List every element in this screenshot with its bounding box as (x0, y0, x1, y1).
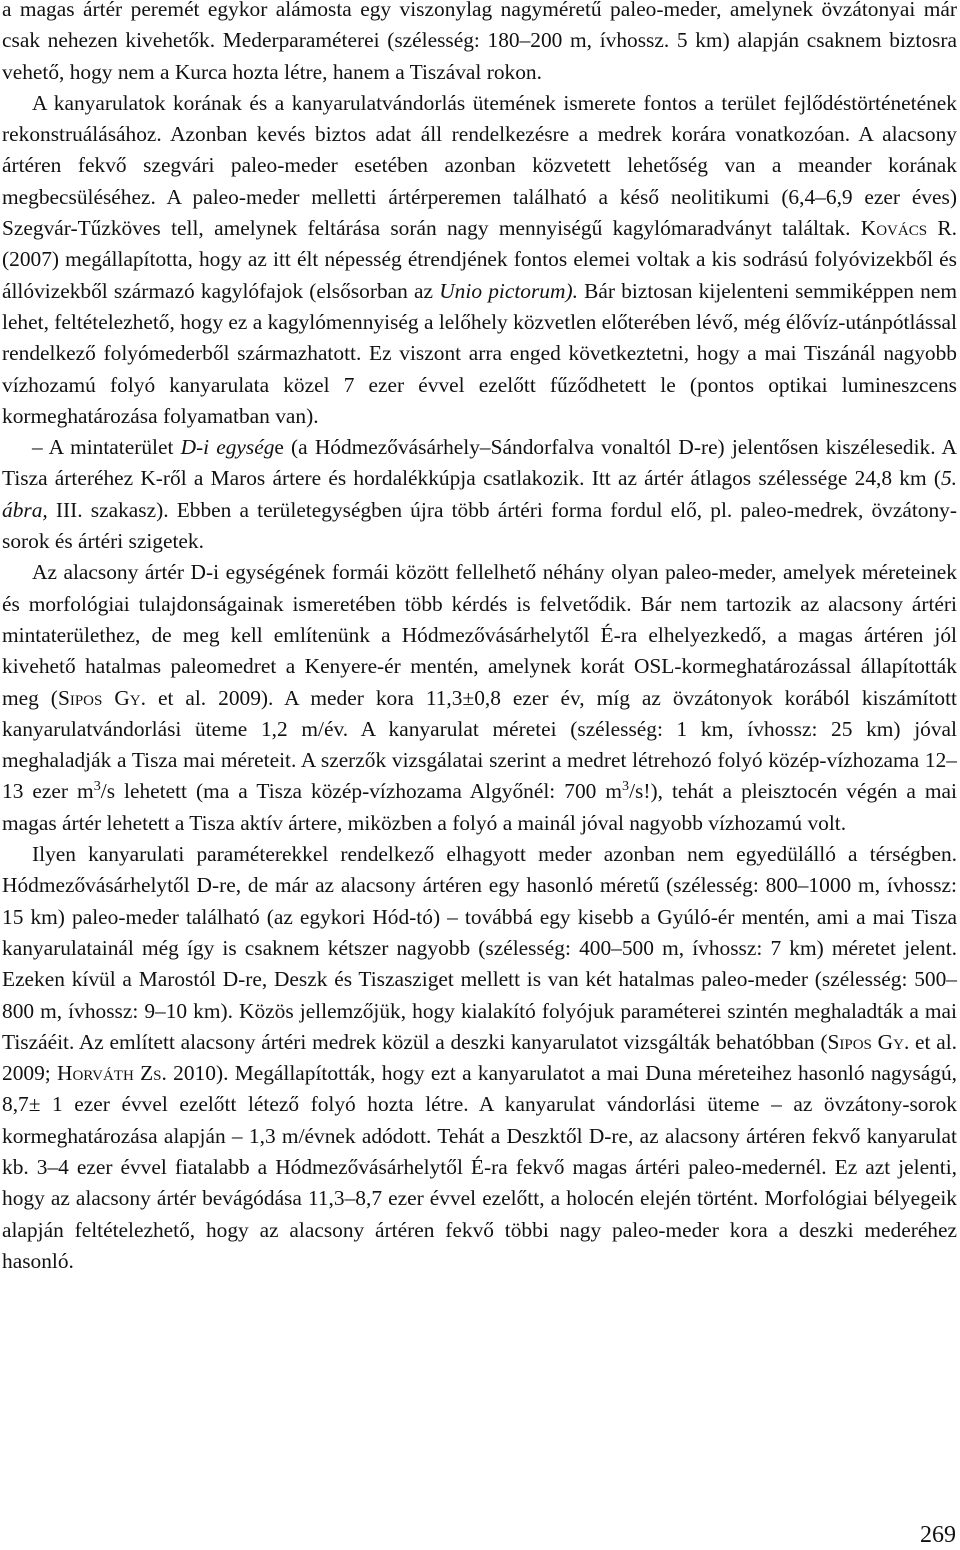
text-segment: . et al. 2009; (2, 1029, 958, 1086)
text-segment: Zs (140, 1061, 162, 1086)
text-segment: 3 (93, 778, 101, 795)
body-text (2, 0, 957, 1277)
text-segment: Bár biztosan kijelenteni semmiképpen nem lehet, feltételezhető, hogy ez a kagylómennyiség a lelőhely közvetlen előterében lévő, még élővíz-utánpótlással rendelkező folyómederből származhatott. Ez viszont arra enged következtetni, hogy a mai Tiszánál nagyobb vízhozamú folyó kanyarulata közel 7 ezer évvel ezelőtt fűződhetett le (pontos optikai lumineszcens kormeghatározása folyamatban van). (2, 278, 957, 428)
text-segment: /s lehetett (ma a Tisza közép-vízhozama Algyőnél: 700 m (100, 779, 623, 804)
text-segment: . et al. 2009). A meder kora 11,3±0,8 ezer év, míg az övzátonyok korából kiszámított kanyarulatvándorlási üteme 1,2 m/év. A kanyarulat méretei (szélesség: 1 km, ívhossz: 25 km) jóval meghaladják a Tisza mai méreteit. A szerzők vizsgálatai szerint a medret létrehozó folyó közép-vízhozama 12–13 ezer m (2, 685, 957, 804)
paragraph-5 (2, 839, 957, 1277)
paragraph-4 (2, 557, 957, 839)
text-segment: Horváth (57, 1061, 134, 1086)
text-segment: Ilyen kanyarulati paraméterekkel rendelkező elhagyott meder azonban nem egyedülálló a térségben. Hódmezővásárhelytől D-re, de már az alacsony ártéren egy hasonló méretű (szélesség: 800–1000 m, ívhossz: 15 km) paleo-meder található (az egykori Hód-tó) – továbbá egy kisebb a Gyúló-ér mentén, ami a mai Tisza kanyarulatainál még így is csaknem kétszer nagyobb (szélesség: 400–500 m, ívhossz: 7 km) méretet jelent. Ezeken kívül a Marostól D-re, Deszk és Tiszasziget mellett is van két hatalmas paleo-meder (szélesség: 500–800 m, ívhossz: 9–10 km). Közös jellemzőjük, hogy kialakító folyójuk paraméterei szintén meghaladták a mai Tiszáéit. Az említett alacsony ártéri medrek közül a deszki kanyarulatot vizsgálták behatóbban ( (2, 842, 957, 1054)
text-segment: /s!), tehát a pleisztocén végén a mai magas ártér lehetett a Tisza aktív ártere, miközben a folyó a mainál jóval nagyobb vízhozamú volt. (2, 779, 957, 835)
text-segment: . 2010). Megállapították, hogy ezt a kanyarulatot a mai Duna méreteihez hasonló nagyságú, 8,7± 1 ezer évvel ezelőtt létező folyó hozta létre. A kanyarulat vándorlási üteme – az övzátony-sorok kormeghatározása alapján – 1,3 m/évnek adódott. Tehát a Deszktől D-re, az alacsony ártéren fekvő kanyarulat kb. 3–4 ezer évvel fiatalabb a Hódmezővásárhelytől É-ra fekvő magas ártéri paleo-medernél. Ez azt jelenti, hogy az alacsony ártér bevágódása 11,3–8,7 ezer évvel ezelőtt, a holocén elején történt. Morfológiai bélyegeik alapján feltételezhető, hogy az alacsony ártéren fekvő többi nagy paleo-meder kora a deszki mederéhez hasonló. (2, 1061, 957, 1273)
text-segment: Gy (877, 1029, 904, 1054)
text-segment: e (a Hódmezővásárhely–Sándorfalva vonaltól D-re) jelentősen kiszélesedik. A Tisza árteréhez K-ről a Maros ártere és hordalékkúpja csatlakozik. Itt az ártér átlagos szélessége 24,8 km ( (2, 435, 957, 491)
text-segment: Sipos (827, 1029, 872, 1054)
text-segment: A kanyarulatok korának és a kanyarulatvándorlás ütemének ismerete fontos a terület fejlődéstörténetének rekonstruálásához. Azonban kevés biztos adat áll rendelkezésre a medrek korára vonatkozóan. A alacsony ártéren fekvő szegvári paleo-meder esetében azonban közvetett lehetőség van a meander korának megbecsüléséhez. A paleo-meder melletti ártérperemen található a késő neolitikumi (6,4–6,9 ezer éves) Szegvár-Tűzköves tell, amelynek feltárása során nagy mennyiségű kagylómaradványt találtak. (2, 90, 957, 241)
text-segment: Az alacsony ártér D-i egységének formái között fellelhető néhány olyan paleo-meder, amelyek méreteinek és morfológiai tulajdonságainak ismeretében több kérdés is felvetődik. Bár nem tartozik az alacsony ártéri mintaterülethez, de meg kell említenünk a Hódmezővásárhelytől É-ra elhelyezkedő, a magas ártéren jól kivehető hatalmas paleomedret a Kenyere-ér mentén, amelynek korát OSL-kormeghatározással állapították meg ( (2, 560, 957, 710)
text-segment: Sipos (57, 685, 103, 710)
text-segment: Kovács (860, 216, 928, 241)
text-segment: – A mintaterület (32, 435, 181, 460)
text-segment: Unio pictorum). (439, 278, 578, 303)
text-segment: D-i egység (180, 435, 275, 460)
text-segment: 5. ábra, (2, 466, 957, 522)
paragraph-1 (2, 0, 957, 88)
page-number: 269 (920, 1522, 956, 1548)
text-segment: 3 (622, 778, 630, 795)
text-segment (102, 686, 114, 710)
paragraph-2 (2, 88, 957, 432)
text-segment: a magas ártér peremét egykor alámosta egy viszonylag nagyméretű paleo-meder, amelynek övzátonyai már csak nehezen kivehetők. Mederparaméterei (szélesség: 180–200 m, ívhossz. 5 km) alapján csaknem biztosra vehető, hogy nem a Kurca hozta létre, hanem a Tiszával rokon. (2, 0, 957, 84)
paragraph-3 (2, 432, 957, 557)
text-segment: R. (2007) megállapította, hogy az itt élt népesség étrendjének fontos elemei voltak a kis sodrású folyóvizekből és állóvizekből származó kagylófajok (elsősorban az (2, 216, 957, 303)
text-segment: III. szakasz). Ebben a területegységben újra több ártéri forma fordul elő, pl. paleo-medrek, övzátony-sorok és ártéri szigetek. (2, 497, 957, 554)
text-segment: Gy (114, 685, 141, 710)
